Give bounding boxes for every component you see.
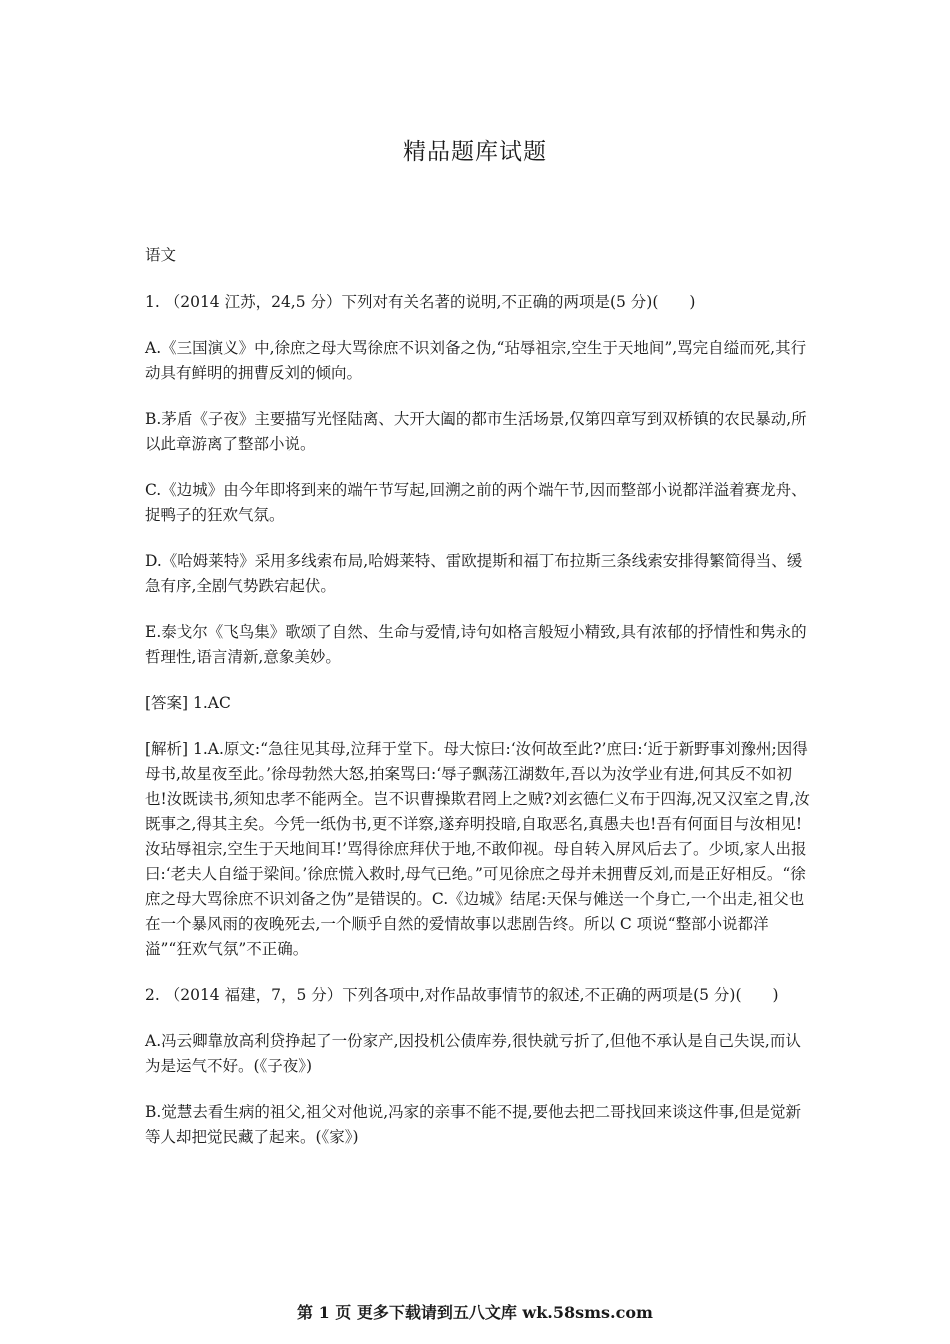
- question-1-option-b: B.茅盾《子夜》主要描写光怪陆离、大开大阖的都市生活场景,仅第四章写到双桥镇的农民暴动,所以此章游离了整部小说。: [145, 410, 807, 453]
- question-1-option-e: E.泰戈尔《飞鸟集》歌颂了自然、生命与爱情,诗句如格言般短小精致,具有浓郁的抒情性和隽永的哲理性,语言清新,意象美妙。: [145, 623, 807, 666]
- page-title: 精品题库试题: [403, 139, 547, 165]
- question-1-option-c: C.《边城》由今年即将到来的端午节写起,回溯之前的两个端午节,因而整部小说都洋溢着赛龙舟、捉鸭子的狂欢气氛。: [145, 481, 807, 524]
- question-2-option-b: B.觉慧去看生病的祖父,祖父对他说,冯家的亲事不能不提,要他去把二哥找回来谈这件事,但是觉新等人却把觉民藏了起来。(《家》): [145, 1103, 802, 1146]
- question-1-stem: 1. （2014 江苏，24,5 分）下列对有关名著的说明,不正确的两项是(5 分)( ): [145, 293, 696, 311]
- question-2-option-a: A.冯云卿靠放高利贷挣起了一份家产,因投机公债库券,很快就亏折了,但他不承认是自己失误,而认为是运气不好。(《子夜》): [145, 1032, 801, 1075]
- question-1-option-d: D.《哈姆莱特》采用多线索布局,哈姆莱特、雷欧提斯和福丁布拉斯三条线索安排得繁简得当、缓急有序,全剧气势跌宕起伏。: [145, 552, 803, 595]
- subject-label: 语文: [145, 246, 177, 264]
- question-1-analysis: [解析] 1.A.原文:“急往见其母,泣拜于堂下。母大惊曰:‘汝何故至此?’庶曰:‘近于新野事刘豫州;因得母书,故星夜至此。’徐母勃然大怒,拍案骂曰:‘辱子飘荡江湖数年,吾以为汝学业有进,何其反不如初也!汝既读书,须知忠孝不能两全。岂不识曹操欺君罔上之贼?刘玄德仁义布于四海,况又汉室之胄,汝既事之,得其主矣。今凭一纸伪书,更不详察,遂弃明投暗,自取恶名,真愚夫也!吾有何面目与汝相见!汝玷辱祖宗,空生于天地间耳!’骂得徐庶拜伏于地,不敢仰视。母自转入屏风后去了。少顷,家人出报曰:‘老夫人自缢于梁间。’徐庶慌入救时,母气已绝。”可见徐庶之母并未拥曹反刘,而是正好相反。“徐庶之母大骂徐庶不识刘备之伪”是错误的。C.《边城》结尾:天保与傩送一个身亡,一个出走,祖父也在一个暴风雨的夜晚死去,一个顺乎自然的爱情故事以悲剧告终。所以 C 项说“整部小说都洋溢”“狂欢气氛”不正确。: [145, 740, 810, 958]
- document-body: [145, 243, 810, 1171]
- page-footer: 第 1 页 更多下载请到五八文库 wk.58sms.com: [297, 1303, 653, 1322]
- question-1-answer: [答案] 1.AC: [145, 694, 231, 712]
- question-2-stem: 2. （2014 福建，7，5 分）下列各项中,对作品故事情节的叙述,不正确的两项是(5 分)( ): [145, 986, 779, 1004]
- question-1-option-a: A.《三国演义》中,徐庶之母大骂徐庶不识刘备之伪,“玷辱祖宗,空生于天地间”,骂完自缢而死,其行动具有鲜明的拥曹反刘的倾向。: [145, 339, 807, 382]
